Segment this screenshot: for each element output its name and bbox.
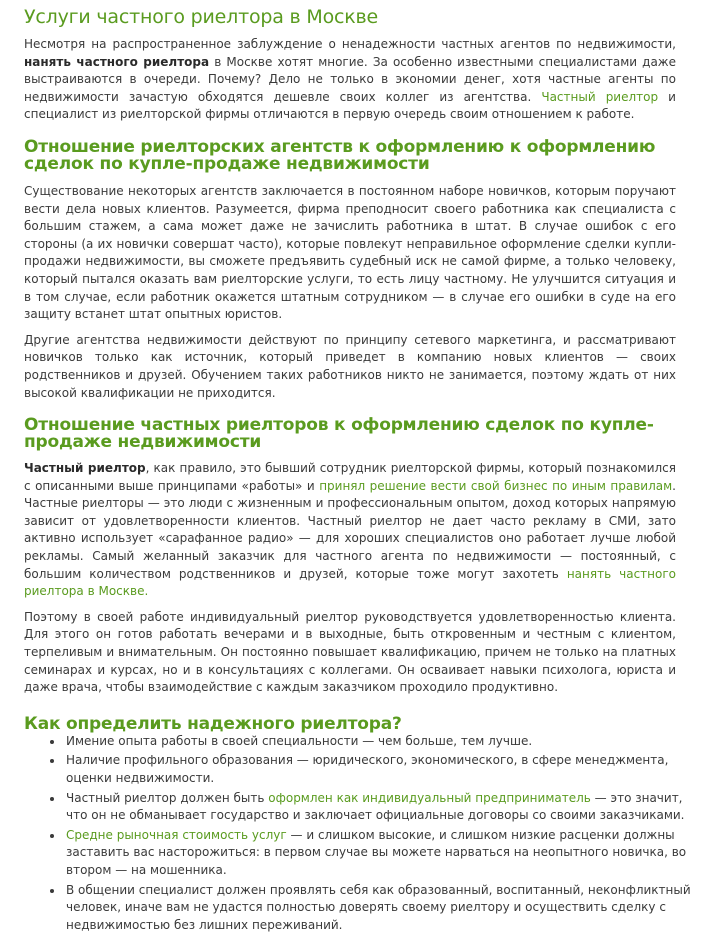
link-own-business-rules[interactable]: принял решение вести свой бизнес по иным правилам <box>319 478 673 493</box>
private-bold-realtor: Частный риелтор <box>24 461 146 476</box>
list-item: Наличие профильного образования — юридического, экономического, в сфере менеджмента, оценки недвижимости. <box>66 752 696 787</box>
list-item-text: Частный риелтор должен быть <box>66 790 269 805</box>
intro-text-2: в Москве хотят многие. За особенно известными специалистами даже выстраиваются в очереди. Почему? Дело не только в экономии денег, хотя частные агенты по недвижимости зачастую обходятся дешевле своих коллег из агентства. <box>24 54 676 104</box>
section-heading-reliable-realtor: Как определить надежного риелтора? <box>24 713 402 734</box>
list-item <box>66 827 696 880</box>
link-private-realtor[interactable]: Частный риелтор <box>541 89 659 104</box>
section-heading-agencies: Отношение риелторских агентств к оформлению к оформлению сделок по купле-продаже недвижимости <box>24 136 656 174</box>
intro-text-3: и специалист из риелторской фирмы отличаются в первую очередь своим отношением к работе. <box>24 89 676 122</box>
agencies-paragraph-1: Существование некоторых агентств заключается в постоянном наборе новичков, которым поручают вести дела новых клиентов. Разумеется, фирма преподносит своего работника как специалиста с большим стажем, а сама может даже не зачислить работника в штат. В случае ошибок с его стороны (а их новички совершат часто), которые повлекут неправильное оформление сделки купли-продажи недвижимости, вы сможете предъявить судебный иск не самой фирме, а только человеку, который пытался оказать вам риелторские услуги, то есть лицу частному. Не улучшится ситуация и в том случае, если работник окажется штатным сотрудником — в случае его ошибки в суде на его защиту встанет штат опытных юристов. <box>24 183 676 322</box>
list-item: В общении специалист должен проявлять себя как образованный, воспитанный, неконфликтный человек, иначе вам не удастся полностью доверять своему риелтору и осуществить сделку с недвижимостью без лишних переживаний. <box>66 882 696 934</box>
link-market-price[interactable]: Средне рыночная стоимость услуг <box>66 827 287 842</box>
list-item: Имение опыта работы в своей специальности — чем больше, тем лучше. <box>66 733 696 751</box>
intro-bold-hire-realtor: нанять частного риелтора <box>24 54 210 69</box>
private-paragraph-2: Поэтому в своей работе индивидуальный риелтор руководствуется удовлетворенностью клиента. Для этого он готов работать вечерами и в выходные, быть откровенным и честным с клиентом, терпеливым и внимательным. Он постоянно повышает квалификацию, причем не только на платных семинарах и курсах, но и в консультациях с коллегами. Он осваивает навыки психолога, юриста и даже врача, чтобы взаимодействие с каждым заказчиком проходило продуктивно. <box>24 609 676 695</box>
intro-text-1: Несмотря на распространенное заблуждение о ненадежности частных агентов по недвижимости, <box>24 37 676 51</box>
private-text-2: . Частные риелторы — это люди с жизненным и профессиональным опытом, доход которых напрямую зависит от удовлетворенности клиентов. Частный риелтор не дает часто рекламу в СМИ, зато активно использует «сарафанное радио» — для хороших специалистов оно работает лучше любой рекламы. Самый желанный заказчик для частного агента по недвижимости — постоянный, с большим количеством родственников и друзей, которые тоже могут захотеть <box>24 478 676 581</box>
intro-paragraph <box>24 36 676 124</box>
link-hire-realtor-moscow[interactable]: нанять частного риелтора в Москве. <box>24 566 676 599</box>
section-heading-private-realtors: Отношение частных риелторов к оформлению сделок по купле-продаже недвижимости <box>24 415 654 453</box>
private-paragraph-1 <box>24 460 676 601</box>
list-item-text: — это значит, что он не обманывает государство и заключает официальные договоры со своими заказчиками. <box>66 790 685 823</box>
link-individual-entrepreneur[interactable]: оформлен как индивидуальный предприниматель <box>268 790 591 805</box>
agencies-paragraph-2: Другие агентства недвижимости действуют по принципу сетевого маркетинга, и рассматривают новичков только как источник, который приведет в компанию новых клиентов — своих родственников и друзей. Обучением таких работников никто не занимается, поэтому ждать от них высокой квалификации не приходится. <box>24 332 676 400</box>
criteria-list <box>24 733 696 934</box>
page-title: Услуги частного риелтора в Москве <box>24 6 379 28</box>
private-text-1: , как правило, это бывший сотрудник риелторской фирмы, который познакомился с описанными выше принципами «работы» и <box>24 461 676 493</box>
list-item <box>66 790 696 825</box>
list-item-text: — и слишком высокие, и слишком низкие расценки должны заставить вас насторожиться: в первом случае вы можете нарваться на неопытного новичка, во втором — на мошенника. <box>66 827 687 877</box>
